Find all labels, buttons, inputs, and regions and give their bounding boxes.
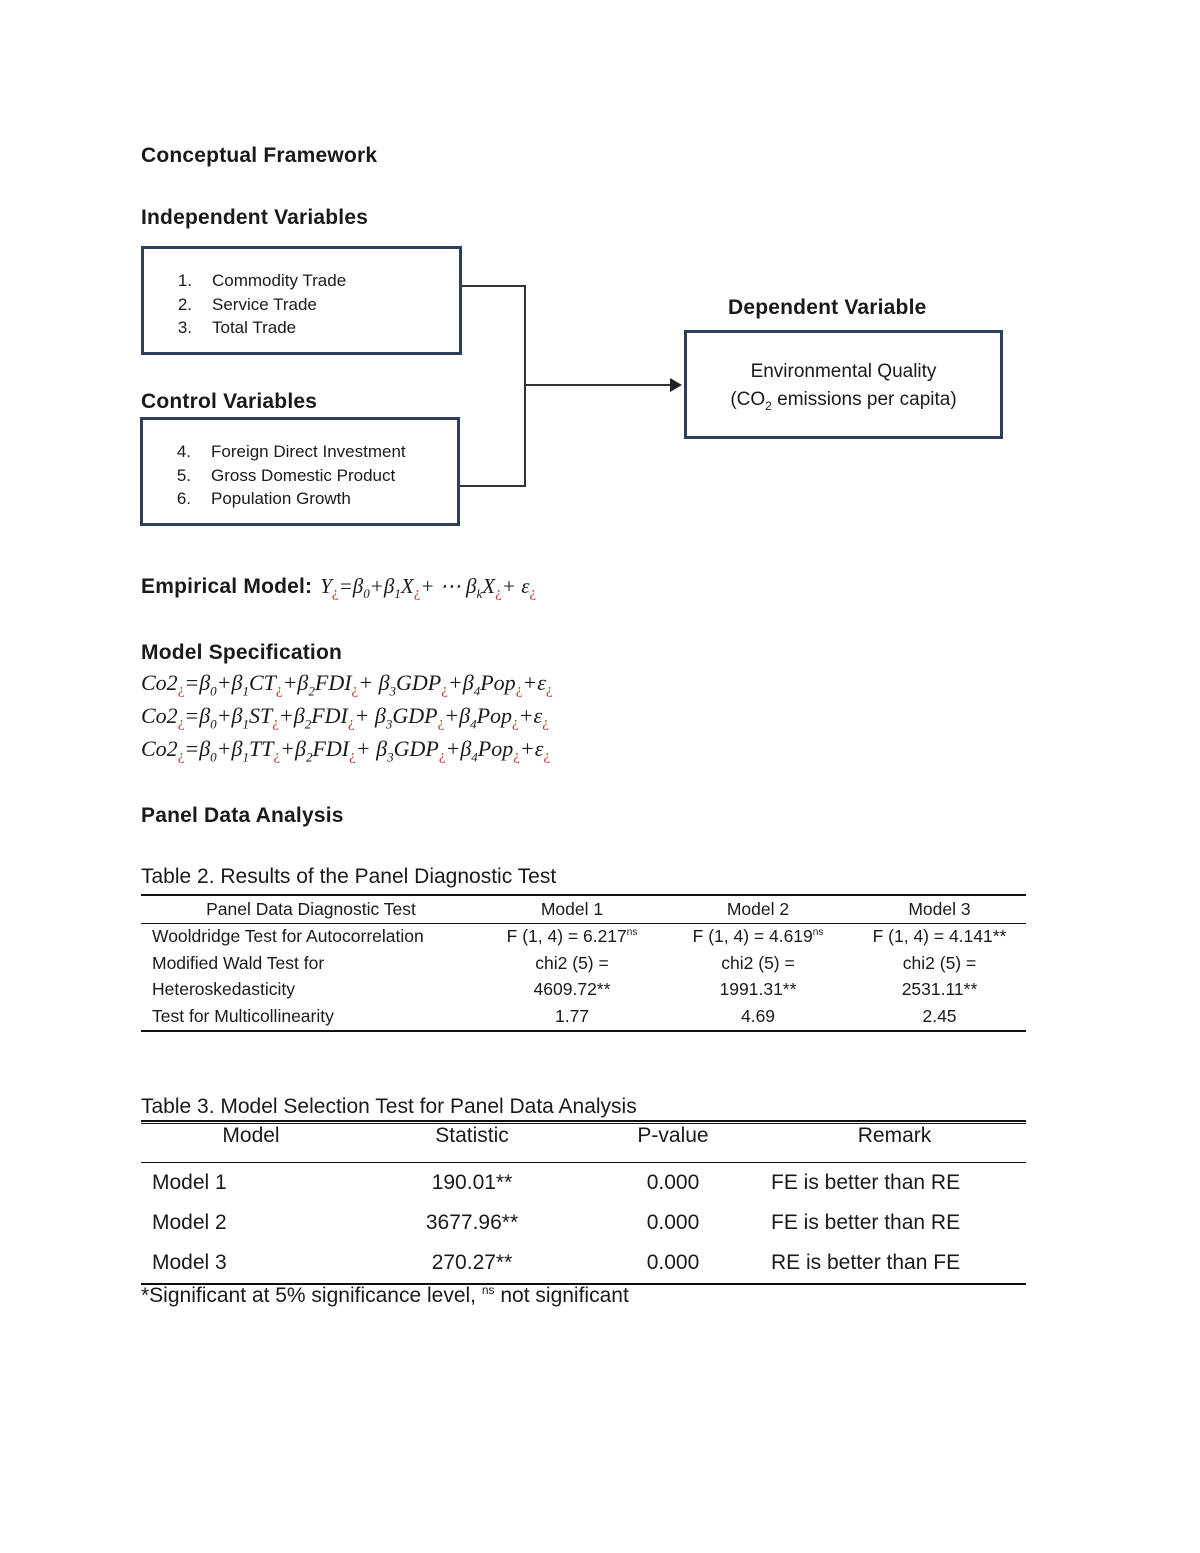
table-cell: RE is better than FE [771,1251,961,1274]
table-cell: 1.77 [554,1005,590,1026]
list-item [155,440,406,464]
table-row [141,923,1026,950]
spec-equation-2: $Co2¿=\beta_0+\beta_1ST¿+\beta_2FDI¿+$ $\beta_3GDP¿+\beta_4Pop¿+\varepsilon¿$ [141,703,549,732]
control-variables-list [155,440,406,511]
list-item [156,316,346,340]
panel-data-analysis-heading: Panel Data Analysis [141,804,344,827]
table-cell: 4609.72** [533,979,611,1000]
table-row [141,1243,1026,1284]
table-header-cell: Statistic [435,1124,509,1147]
list-item [155,464,406,488]
table-cell: Wooldridge Test for Autocorrelation [152,926,424,947]
connector-vertical-line [524,285,526,487]
table-header-row [141,895,1026,923]
table-cell: 3677.96** [425,1211,519,1234]
table-cell: 1991.31** [719,979,797,1000]
table-cell: chi2 (5) = [721,952,795,973]
table-header-cell: P-value [637,1124,709,1147]
spec-equation-3: $Co2¿=\beta_0+\beta_1TT¿+\beta_2FDI¿+$ $\beta_3GDP¿+\beta_4Pop¿+\varepsilon¿$ [141,736,551,765]
table-cell: Model 1 [152,1171,227,1194]
table-cell: Test for Multicollinearity [152,1005,334,1026]
spec-equation-1: $Co2¿=\beta_0+\beta_1CT¿+\beta_2FDI¿+$ $\beta_3GDP¿+\beta_4Pop¿+\varepsilon¿$ [141,670,553,699]
table-cell: Heteroskedasticity [152,979,295,1000]
table-cell: 0.000 [646,1251,700,1274]
list-item [156,293,346,317]
table3-top-rule [141,1120,1026,1122]
list-label: Total Trade [212,318,297,337]
list-label: Foreign Direct Investment [211,442,406,461]
table-header-cell: Remark [857,1124,932,1147]
table-row [141,1163,1026,1204]
table-header-cell: Model 1 [540,898,604,919]
table-header-cell: Panel Data Diagnostic Test [206,898,416,919]
independent-variables-box [141,246,462,355]
list-number: 3. [177,318,192,337]
table-cell: chi2 (5) = [902,952,977,973]
empirical-model-equation: $Y¿=\beta_0+\beta_1X¿+$ ⋯ $\beta_kX¿+$ ε¿ [320,574,537,602]
list-number: 1. [177,271,192,290]
connector-top-line [462,285,525,287]
list-label: Commodity Trade [212,271,347,290]
table-cell: 270.27** [431,1251,513,1274]
connector-arrow-line [525,384,673,386]
table-header-cell: Model [222,1124,280,1147]
independent-variables-heading: Independent Variables [141,206,369,229]
table-cell: 2531.11** [901,979,978,1000]
list-label: Service Trade [212,294,317,314]
table-cell: chi2 (5) = [535,952,609,973]
list-number: 5. [176,465,191,485]
list-number: 2. [177,294,192,314]
empirical-model-line [141,574,536,602]
environmental-quality-label: Environmental Quality [750,361,937,382]
independent-variables-list [156,269,346,340]
model-selection-table [141,1123,1026,1285]
table-row [141,1203,1026,1243]
table2-caption: Table 2. Results of the Panel Diagnostic Test [141,865,557,888]
table3-footnote: *Significant at 5% significance level, $^{ns}$ not significant [141,1283,629,1307]
table-header-cell: Model 3 [908,898,971,919]
table-cell: Model 2 [152,1211,227,1234]
control-variables-box [140,417,460,526]
table-cell: Modified Wald Test for [152,952,325,973]
dependent-variable-box [684,330,1003,439]
list-number: 6. [176,489,191,508]
table-row [141,950,1026,977]
connector-bottom-line [460,485,525,487]
diagnostic-test-table [141,894,1026,1032]
table3-caption: Table 3. Model Selection Test for Panel Data Analysis [141,1095,637,1118]
table-cell: 4.69 [740,1005,776,1026]
co2-label: ($CO_2$ emissions per capita) [730,389,957,413]
list-label: Gross Domestic Product [211,465,396,485]
table-cell: FE is better than RE [771,1171,961,1194]
table-cell: F (1, $4) = 4.619^{ns}$ [692,926,824,947]
dependent-variable-heading: Dependent Variable [728,296,927,319]
arrow-head-icon [670,378,682,392]
dependent-variable-text [687,358,1000,420]
table-header-row [141,1124,1026,1163]
table-cell: Model 3 [152,1251,227,1274]
conceptual-framework-heading: Conceptual Framework [141,144,378,167]
empirical-model-heading: Empirical Model: [141,575,313,598]
table-cell: 2.45 [922,1005,957,1026]
table-cell: 190.01** [431,1171,513,1194]
table-cell: F (1, 4) = 4.141** [872,926,1007,947]
table-cell: F (1, $4) = 6.217^{ns}$ [506,926,638,947]
table-cell: 0.000 [646,1171,700,1194]
table-row [141,977,1026,1004]
model-specification-heading: Model Specification [141,641,342,664]
table-header-cell: Model 2 [726,898,790,919]
table-cell: FE is better than RE [771,1211,961,1234]
list-number: 4. [176,442,191,461]
list-item [156,269,346,293]
control-variables-heading: Control Variables [141,390,318,413]
list-label: Population Growth [211,489,351,508]
list-item [155,487,406,511]
table-cell: 0.000 [646,1211,700,1234]
table-row [141,1003,1026,1031]
